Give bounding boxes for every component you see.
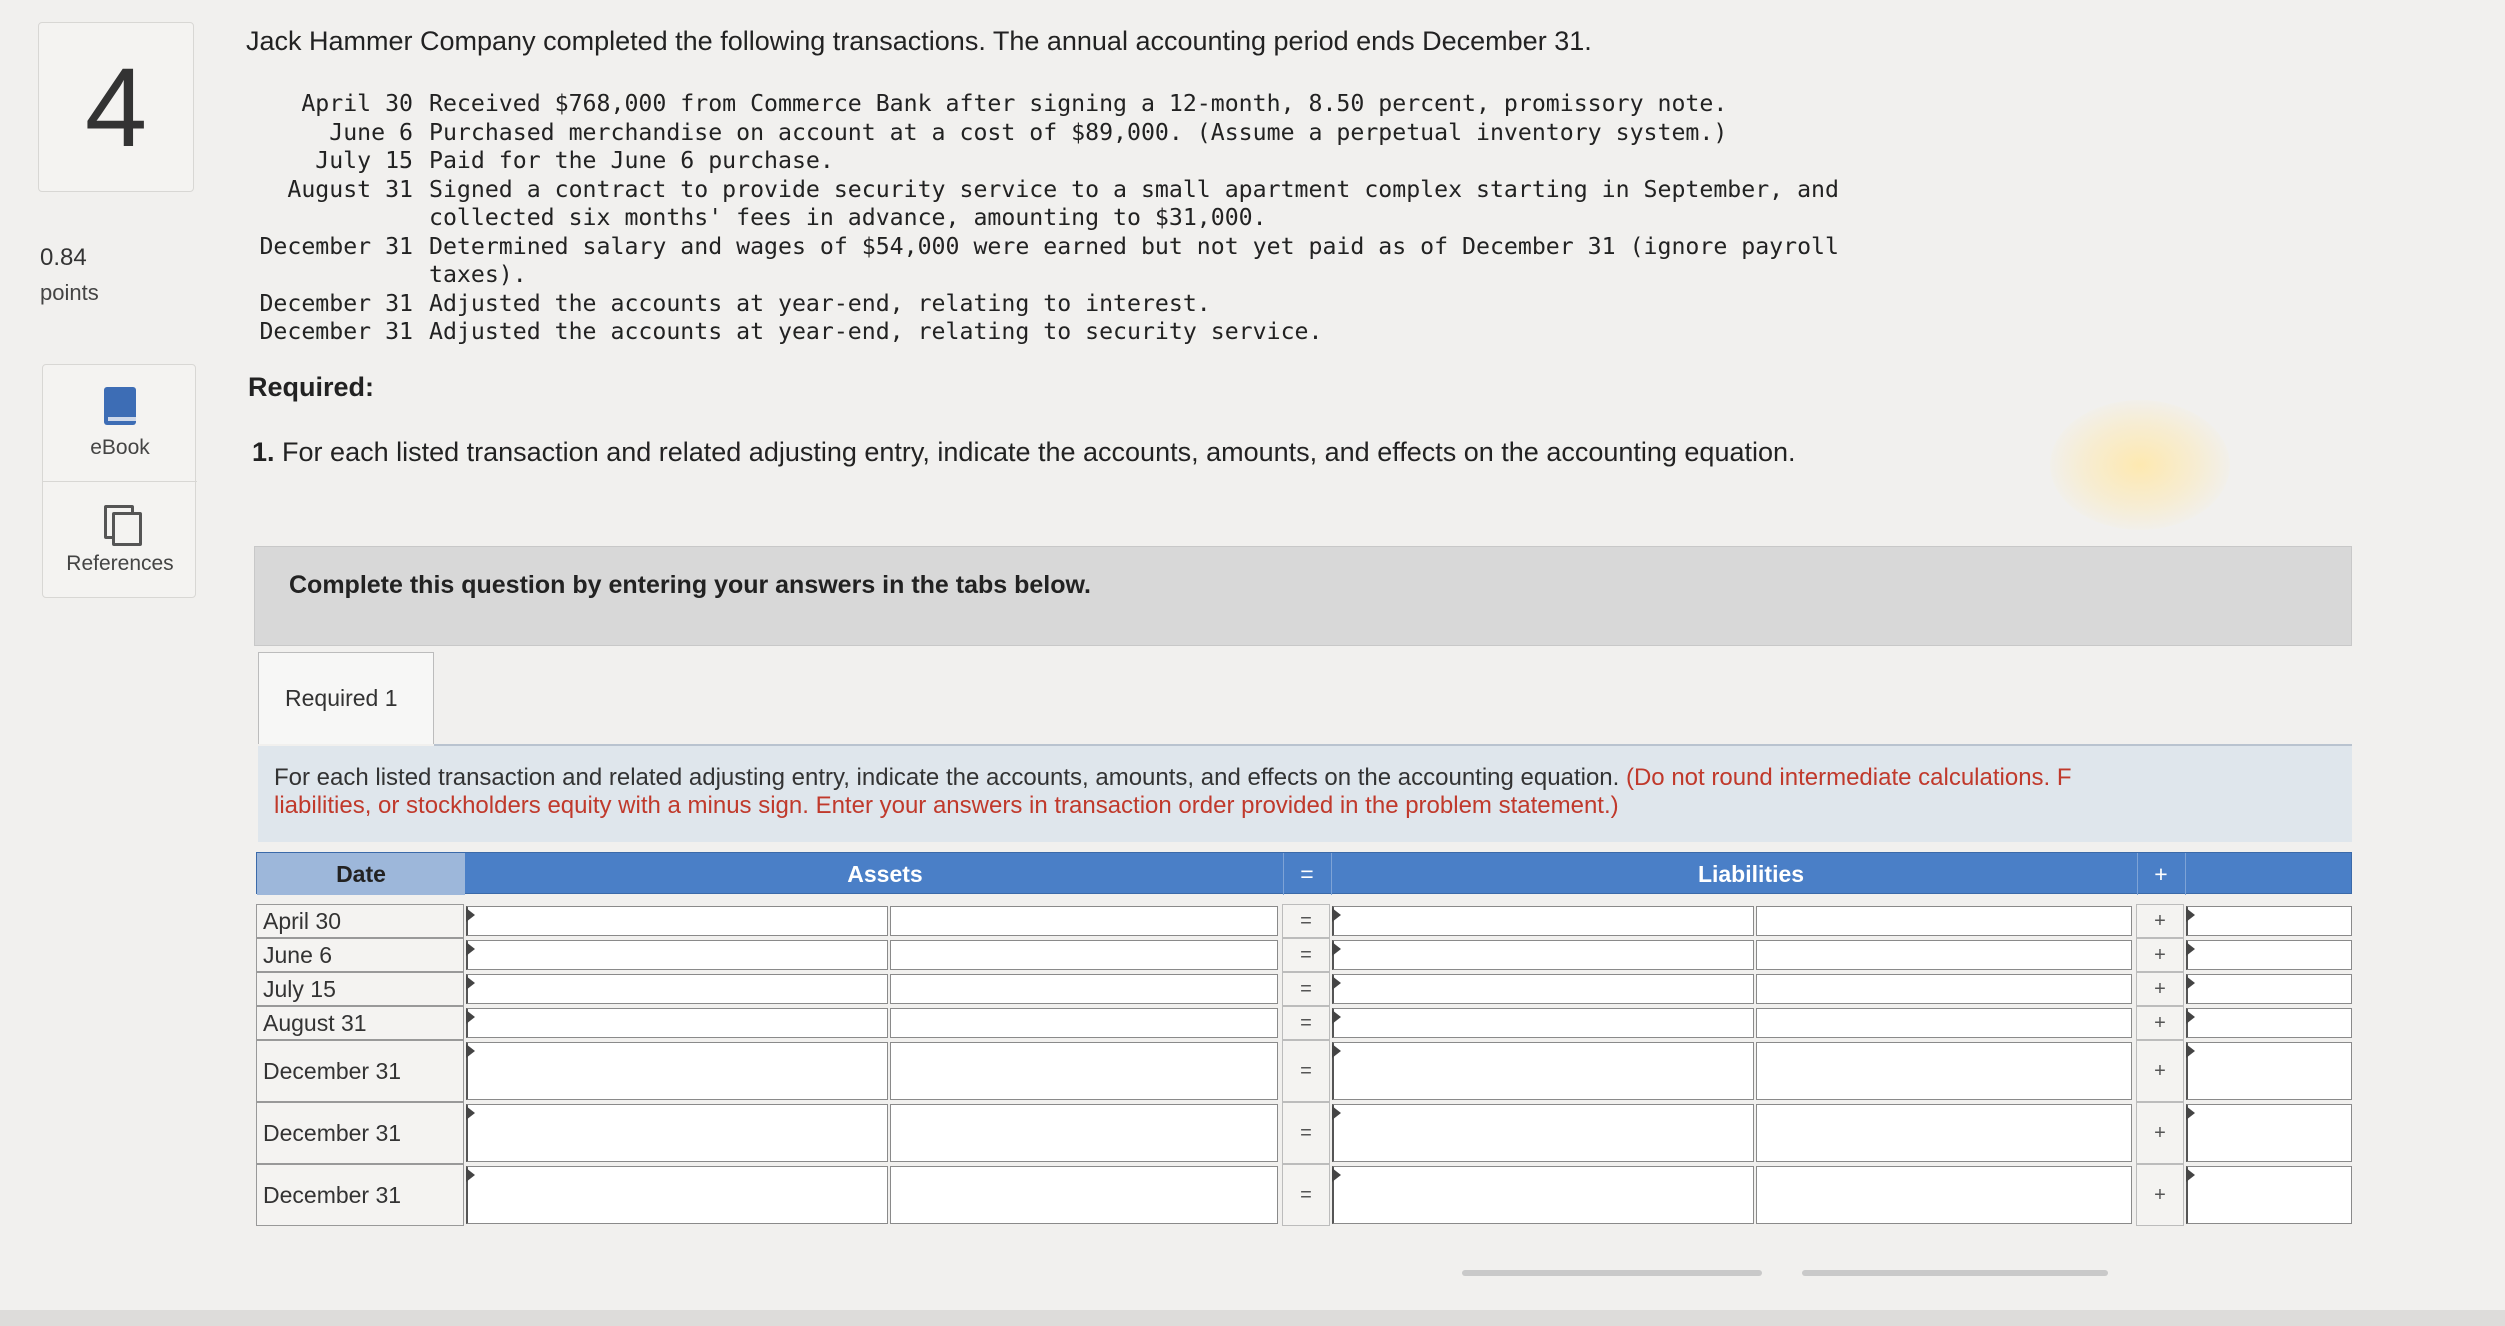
liabilities-account-input[interactable]: [1332, 1166, 1754, 1224]
liabilities-amount-input[interactable]: [1756, 1166, 2132, 1224]
required-item-number: 1.: [252, 437, 275, 467]
transaction-description: collected six months' fees in advance, amounting to $31,000.: [429, 204, 1267, 231]
plus-sign: +: [2154, 1183, 2166, 1206]
transaction-date: December 31: [259, 232, 413, 260]
transaction-row: [246, 318, 1839, 347]
equity-account-input[interactable]: [2186, 1166, 2352, 1224]
required-heading: Required:: [248, 372, 375, 402]
dropdown-arrow-icon: [466, 1044, 475, 1058]
dropdown-arrow-icon: [466, 1010, 475, 1024]
table-row: [256, 1102, 2352, 1164]
equity-account-input[interactable]: [2186, 1042, 2352, 1100]
required-item: [252, 437, 1796, 468]
equals-sign: =: [1300, 1059, 1312, 1082]
points-label: points: [40, 280, 99, 305]
dropdown-arrow-icon: [1332, 908, 1341, 922]
plus-sign: +: [2154, 977, 2166, 1000]
assets-amount-input[interactable]: [890, 974, 1278, 1004]
ebook-label: eBook: [90, 436, 150, 459]
assets-account-input[interactable]: [466, 906, 888, 936]
dropdown-arrow-icon: [2186, 908, 2195, 922]
table-header: [256, 852, 2352, 894]
table-row: [256, 972, 2352, 1006]
assets-amount-input[interactable]: [890, 1104, 1278, 1162]
assets-account-input[interactable]: [466, 1042, 888, 1100]
question-number-box: [38, 22, 194, 192]
dropdown-arrow-icon: [2186, 1168, 2195, 1182]
row-date: December 31: [256, 1164, 464, 1226]
dropdown-arrow-icon: [1332, 1010, 1341, 1024]
dropdown-arrow-icon: [1332, 976, 1341, 990]
horizontal-scrollbar-track[interactable]: [1802, 1270, 2108, 1276]
assets-amount-input[interactable]: [890, 1042, 1278, 1100]
row-date: August 31: [256, 1006, 464, 1040]
tab-required-1[interactable]: [258, 652, 434, 744]
table-row: [256, 1164, 2352, 1226]
liabilities-amount-input[interactable]: [1756, 906, 2132, 936]
transaction-row: [246, 204, 1839, 233]
dropdown-arrow-icon: [2186, 1010, 2195, 1024]
header-assets: Assets: [847, 860, 923, 887]
screen-glare: [2050, 400, 2230, 530]
dropdown-arrow-icon: [1332, 1106, 1341, 1120]
dropdown-arrow-icon: [2186, 976, 2195, 990]
table-row: [256, 1040, 2352, 1102]
row-date: April 30: [256, 904, 464, 938]
plus-sign: +: [2154, 1011, 2166, 1034]
bottom-strip: [0, 1310, 2505, 1326]
transaction-description: Paid for the June 6 purchase.: [429, 147, 834, 174]
plus-sign: +: [2154, 1059, 2166, 1082]
assets-account-input[interactable]: [466, 1166, 888, 1224]
assets-amount-input[interactable]: [890, 1008, 1278, 1038]
transaction-row: [246, 147, 1839, 176]
instructions-note-line2: liabilities, or stockholders equity with a minus sign. Enter your answers in transaction order provided in the problem statement.): [274, 792, 1619, 819]
table-row: [256, 1006, 2352, 1040]
liabilities-amount-input[interactable]: [1756, 940, 2132, 970]
row-date: July 15: [256, 972, 464, 1006]
transaction-description: Determined salary and wages of $54,000 were earned but not yet paid as of December 31 (ignore payroll: [429, 232, 1839, 260]
table-row: [256, 904, 2352, 938]
question-intro: Jack Hammer Company completed the following transactions. The annual accounting period ends December 31.: [246, 26, 1592, 56]
plus-sign: +: [2154, 943, 2166, 966]
liabilities-amount-input[interactable]: [1756, 1104, 2132, 1162]
equals-sign: =: [1300, 977, 1312, 1000]
dropdown-arrow-icon: [2186, 1106, 2195, 1120]
row-date: June 6: [256, 938, 464, 972]
dropdown-arrow-icon: [1332, 1168, 1341, 1182]
horizontal-scrollbar[interactable]: [1462, 1270, 1762, 1276]
header-equals: =: [1300, 860, 1314, 887]
assets-account-input[interactable]: [466, 974, 888, 1004]
transaction-date: June 6: [329, 118, 413, 146]
assets-amount-input[interactable]: [890, 1166, 1278, 1224]
table-row: [256, 938, 2352, 972]
liabilities-account-input[interactable]: [1332, 1042, 1754, 1100]
instructions-main: For each listed transaction and related adjusting entry, indicate the accounts, amounts, and effects on the accounting equation.: [274, 764, 1620, 791]
ebook-button[interactable]: [43, 387, 197, 460]
equity-account-input[interactable]: [2186, 1008, 2352, 1038]
transaction-date: [246, 261, 429, 290]
equals-sign: =: [1300, 1183, 1312, 1206]
transaction-date: [246, 204, 429, 233]
row-date: December 31: [256, 1040, 464, 1102]
transaction-date: December 31: [259, 318, 413, 345]
header-divider: [2185, 853, 2186, 895]
equals-sign: =: [1300, 1011, 1312, 1034]
plus-sign: +: [2154, 1121, 2166, 1144]
assets-account-input[interactable]: [466, 1104, 888, 1162]
assets-account-input[interactable]: [466, 940, 888, 970]
transaction-row: [246, 290, 1839, 319]
dropdown-arrow-icon: [1332, 1044, 1341, 1058]
equity-account-input[interactable]: [2186, 974, 2352, 1004]
transaction-date: April 30: [301, 90, 413, 117]
transaction-row: [246, 261, 1839, 290]
transaction-description: Purchased merchandise on account at a cost of $89,000. (Assume a perpetual inventory system.): [429, 118, 1728, 146]
liabilities-amount-input[interactable]: [1756, 974, 2132, 1004]
transaction-date: August 31: [287, 175, 413, 203]
tools-panel: [42, 364, 196, 598]
dropdown-arrow-icon: [1332, 942, 1341, 956]
transaction-row: [246, 119, 1839, 148]
transaction-date: December 31: [259, 289, 413, 317]
assets-account-input[interactable]: [466, 1008, 888, 1038]
tab-instructions: [258, 746, 2352, 842]
assets-amount-input[interactable]: [890, 906, 1278, 936]
liabilities-account-input[interactable]: [1332, 1104, 1754, 1162]
transaction-description: Adjusted the accounts at year-end, relating to interest.: [429, 289, 1211, 317]
dropdown-arrow-icon: [466, 1168, 475, 1182]
transaction-description: Received $768,000 from Commerce Bank after signing a 12-month, 8.50 percent, promissory note.: [429, 90, 1728, 117]
references-button[interactable]: [43, 503, 197, 576]
header-date: Date: [257, 853, 465, 895]
transaction-description: taxes).: [429, 261, 527, 288]
copy-documents-icon: [102, 503, 138, 541]
liabilities-account-input[interactable]: [1332, 906, 1754, 936]
liabilities-account-input[interactable]: [1332, 1008, 1754, 1038]
instructions-note: (Do not round intermediate calculations. F: [1625, 764, 2072, 791]
transaction-row: [246, 90, 1839, 119]
dropdown-arrow-icon: [466, 1106, 475, 1120]
plus-sign: +: [2154, 909, 2166, 932]
transaction-description: Signed a contract to provide security service to a small apartment complex starting in September, and: [429, 175, 1839, 203]
question-number: 4: [84, 44, 148, 170]
points-value: 0.84: [40, 244, 87, 271]
transaction-row: [246, 233, 1839, 262]
banner-text: Complete this question by entering your answers in the tabs below.: [289, 571, 1091, 599]
transaction-description: Adjusted the accounts at year-end, relating to security service.: [429, 318, 1323, 345]
tab-label: Required 1: [285, 685, 398, 711]
equity-account-input[interactable]: [2186, 1104, 2352, 1162]
liabilities-amount-input[interactable]: [1756, 1042, 2132, 1100]
equity-account-input[interactable]: [2186, 906, 2352, 936]
instructions-text: [274, 764, 2350, 820]
liabilities-account-input[interactable]: [1332, 940, 1754, 970]
dropdown-arrow-icon: [2186, 942, 2195, 956]
dropdown-arrow-icon: [2186, 1044, 2195, 1058]
row-date: December 31: [256, 1102, 464, 1164]
instructions-banner: [254, 546, 2352, 646]
dropdown-arrow-icon: [466, 942, 475, 956]
required-item-text: For each listed transaction and related adjusting entry, indicate the accounts, amounts, and effects on the accounting equation.: [282, 437, 1796, 467]
transaction-date: July 15: [315, 147, 413, 174]
tools-divider: [43, 481, 197, 482]
dropdown-arrow-icon: [466, 976, 475, 990]
transaction-row: [246, 176, 1839, 205]
equals-sign: =: [1300, 909, 1312, 932]
liabilities-amount-input[interactable]: [1756, 1008, 2132, 1038]
equals-sign: =: [1300, 1121, 1312, 1144]
assets-amount-input[interactable]: [890, 940, 1278, 970]
liabilities-account-input[interactable]: [1332, 974, 1754, 1004]
equity-account-input[interactable]: [2186, 940, 2352, 970]
equals-sign: =: [1300, 943, 1312, 966]
references-label: References: [66, 552, 174, 575]
book-icon: [104, 387, 136, 425]
header-liabilities: Liabilities: [1697, 860, 1805, 887]
dropdown-arrow-icon: [466, 908, 475, 922]
transactions-list: [246, 90, 1839, 347]
header-plus: +: [2154, 860, 2168, 887]
